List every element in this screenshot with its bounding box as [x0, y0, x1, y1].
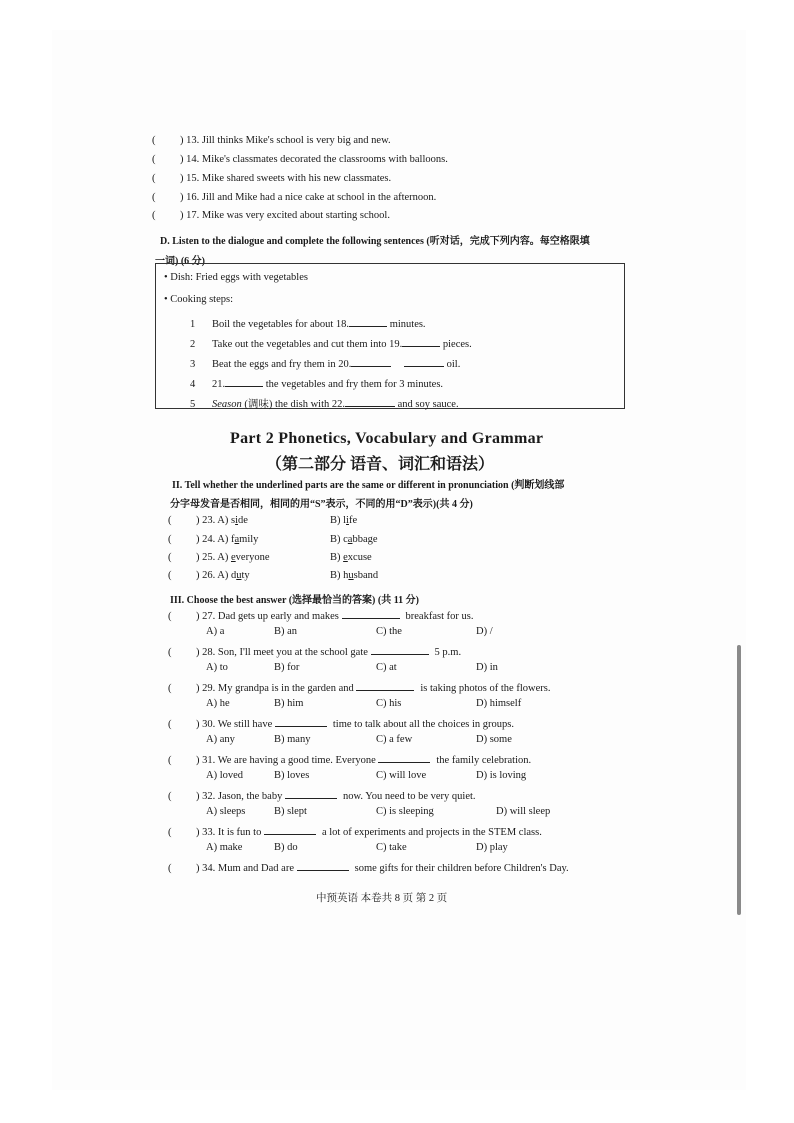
answer-blank[interactable]: [285, 788, 337, 799]
statement-13: ( ) 13. Jill thinks Mike's school is very big and new.: [152, 135, 391, 146]
option-a[interactable]: A) make: [206, 842, 243, 853]
answer-blank[interactable]: [275, 716, 327, 727]
question-text-end: a lot of experiments and projects in the STEM class.: [321, 827, 542, 838]
part-2-subtitle: （第二部分 语音、词汇和语法）: [266, 456, 495, 473]
step-3: 3 Beat the eggs and fry them in 20. oil.: [190, 356, 460, 370]
question-30: [168, 716, 514, 730]
option-c[interactable]: C) take: [376, 842, 407, 853]
answer-paren[interactable]: (: [168, 683, 172, 694]
answer-blank[interactable]: [378, 752, 430, 763]
scrollbar-thumb[interactable]: [737, 645, 741, 915]
phonetic-item-26: ( ) 26. A) duty B) husband: [168, 570, 379, 581]
answer-blank[interactable]: [342, 608, 400, 619]
option-b[interactable]: B) slept: [274, 806, 307, 817]
answer-blank[interactable]: [297, 860, 349, 871]
option-d[interactable]: D) /: [476, 626, 493, 637]
option-d[interactable]: D) some: [476, 734, 512, 745]
question-text: Jason, the baby: [217, 791, 283, 802]
blank-22[interactable]: [345, 396, 395, 407]
blank-20b[interactable]: [404, 356, 444, 367]
answer-paren[interactable]: (: [168, 647, 172, 658]
answer-blank[interactable]: [371, 644, 429, 655]
question-text: Mum and Dad are: [217, 863, 294, 874]
section-d-instructions: D. Listen to the dialogue and complete the following sentences (听对话，完成下列内容。每空格限填: [160, 236, 590, 247]
option-d[interactable]: D) himself: [476, 698, 522, 709]
question-text: We still have: [217, 719, 273, 730]
option-c[interactable]: C) a few: [376, 734, 413, 745]
answer-paren[interactable]: (: [168, 719, 172, 730]
option-c[interactable]: C) the: [376, 626, 402, 637]
page-footer: 中预英语 本卷共 8 页 第 2 页: [316, 893, 448, 904]
phonetic-item-23: ( ) 23. A) side B) life: [168, 515, 358, 526]
statement-14: ( ) 14. Mike's classmates decorated the classrooms with balloons.: [152, 154, 448, 165]
answer-blank[interactable]: [264, 824, 316, 835]
question-text: Son, I'll meet you at the school gate: [217, 647, 368, 658]
question-text-end: breakfast for us.: [405, 611, 474, 622]
part-2-title: Part 2 Phonetics, Vocabulary and Grammar: [230, 430, 544, 447]
question-number: ) 33.: [196, 827, 216, 838]
question-text-end: 5 p.m.: [434, 647, 462, 658]
statement-17: ( ) 17. Mike was very excited about starting school.: [152, 210, 390, 221]
blank-19[interactable]: [402, 336, 440, 347]
option-a[interactable]: A) loved: [206, 770, 244, 781]
question-number: ) 34.: [196, 863, 216, 874]
answer-paren[interactable]: (: [168, 791, 172, 802]
question-number: ) 32.: [196, 791, 216, 802]
option-b[interactable]: B) loves: [274, 770, 310, 781]
answer-paren[interactable]: (: [168, 611, 172, 622]
option-c[interactable]: C) is sleeping: [376, 806, 434, 817]
statement-16: ( ) 16. Jill and Mike had a nice cake at school in the afternoon.: [152, 192, 437, 203]
question-number: ) 27.: [196, 611, 216, 622]
option-a[interactable]: A) he: [206, 698, 230, 709]
answer-paren[interactable]: (: [168, 827, 172, 838]
question-text: We are having a good time. Everyone: [217, 755, 376, 766]
section-d-instructions-cont: 一词) (6 分): [155, 256, 205, 267]
option-b[interactable]: B) do: [274, 842, 298, 853]
step-4: 4 21. the vegetables and fry them for 3 minutes.: [190, 376, 443, 390]
question-text-end: some gifts for their children before Children's Day.: [354, 863, 569, 874]
blank-20a[interactable]: [351, 356, 391, 367]
option-d[interactable]: D) in: [476, 662, 498, 673]
question-34: [168, 860, 569, 874]
question-text: Dad gets up early and makes: [217, 611, 339, 622]
phonetic-item-24: ( ) 24. A) family B) cabbage: [168, 534, 378, 545]
option-a[interactable]: A) a: [206, 626, 225, 637]
option-d[interactable]: D) play: [476, 842, 508, 853]
question-27: [168, 608, 473, 622]
exam-page: [52, 30, 746, 1090]
question-28: [168, 644, 461, 658]
section-ii-instructions-cont: 分字母发音是否相同，相同的用“S”表示，不同的用“D”表示)(共 4 分): [170, 499, 473, 510]
phonetic-item-25: ( ) 25. A) everyone B) excuse: [168, 552, 372, 563]
section-ii-instructions: II. Tell whether the underlined parts are the same or different in pronunciation (判断划线部: [172, 480, 565, 491]
cooking-steps-label: • Cooking steps:: [164, 294, 234, 305]
step-2: 2 Take out the vegetables and cut them into 19. pieces.: [190, 336, 472, 350]
option-c[interactable]: C) will love: [376, 770, 427, 781]
question-32: [168, 788, 476, 802]
option-c[interactable]: C) his: [376, 698, 402, 709]
question-text: My grandpa is in the garden and: [217, 683, 354, 694]
option-a[interactable]: A) to: [206, 662, 228, 673]
question-text: It is fun to: [217, 827, 262, 838]
blank-21[interactable]: [225, 376, 263, 387]
question-text-end: is taking photos of the flowers.: [420, 683, 551, 694]
question-33: [168, 824, 542, 838]
option-a[interactable]: A) sleeps: [206, 806, 246, 817]
question-number: ) 30.: [196, 719, 216, 730]
option-b[interactable]: B) him: [274, 698, 304, 709]
answer-blank[interactable]: [356, 680, 414, 691]
step-5: 5 Season (调味) the dish with 22. and soy sauce.: [190, 396, 459, 411]
question-text-end: now. You need to be very quiet.: [342, 791, 476, 802]
question-31: [168, 752, 531, 766]
question-number: ) 29.: [196, 683, 216, 694]
option-d[interactable]: D) is loving: [476, 770, 527, 781]
blank-18[interactable]: [349, 316, 387, 327]
step-1: 1 Boil the vegetables for about 18. minutes.: [190, 316, 426, 330]
section-iii-heading: III. Choose the best answer (选择最恰当的答案) (共 11 分): [170, 595, 419, 606]
option-c[interactable]: C) at: [376, 662, 397, 673]
option-b[interactable]: B) for: [274, 662, 300, 673]
question-text-end: time to talk about all the choices in groups.: [332, 719, 514, 730]
question-number: ) 28.: [196, 647, 216, 658]
question-number: ) 31.: [196, 755, 216, 766]
option-b[interactable]: B) many: [274, 734, 311, 745]
option-b[interactable]: B) an: [274, 626, 298, 637]
recipe-box: [155, 263, 625, 409]
option-d[interactable]: D) will sleep: [496, 806, 551, 817]
answer-paren[interactable]: (: [168, 755, 172, 766]
question-29: [168, 680, 550, 694]
option-a[interactable]: A) any: [206, 734, 235, 745]
dish-line: • Dish: Fried eggs with vegetables: [164, 272, 308, 283]
answer-paren[interactable]: (: [168, 863, 172, 874]
statement-15: ( ) 15. Mike shared sweets with his new classmates.: [152, 173, 392, 184]
question-text-end: the family celebration.: [436, 755, 532, 766]
